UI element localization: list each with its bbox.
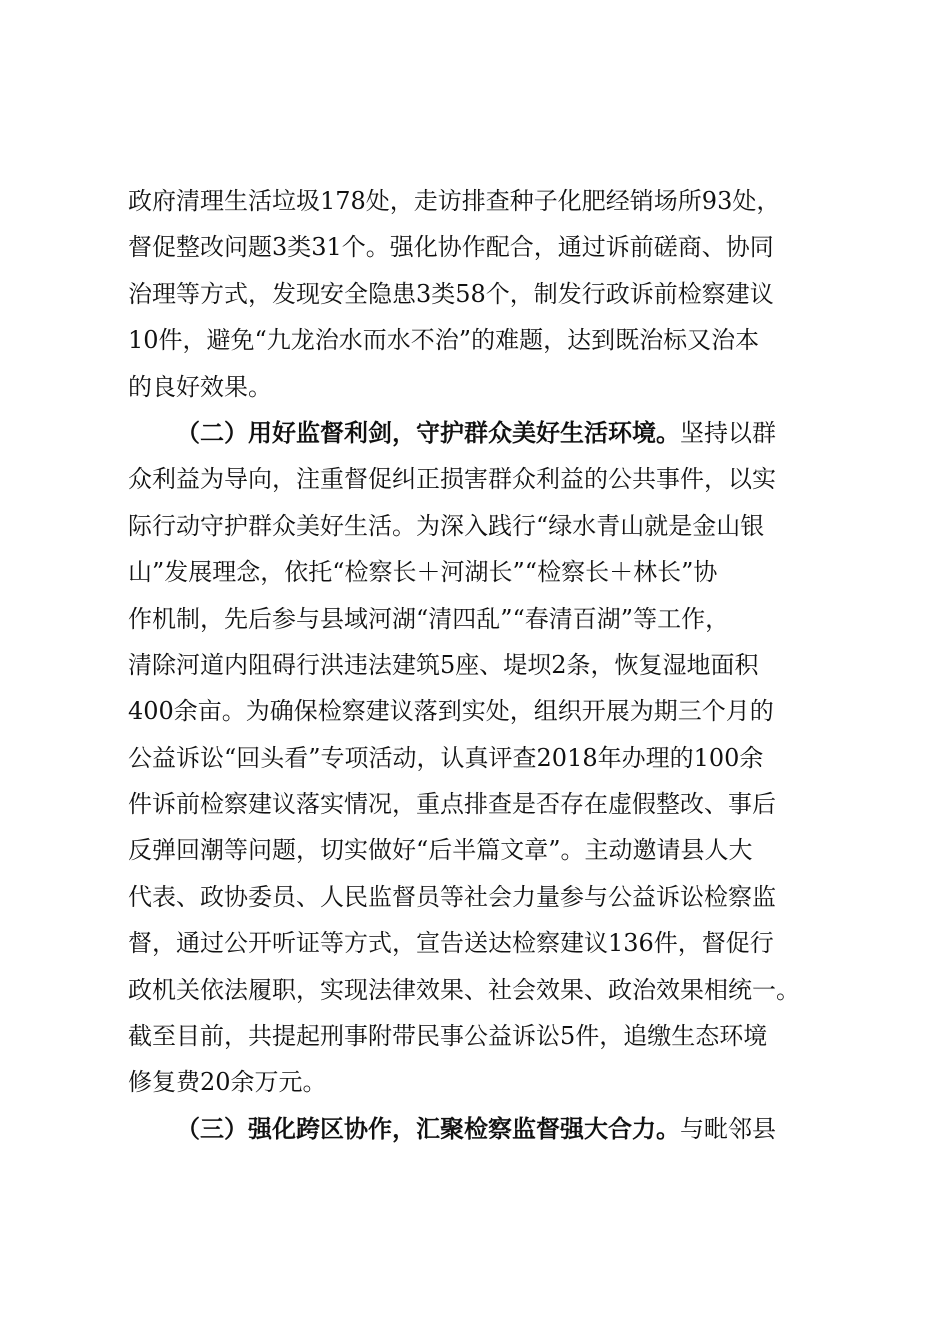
paragraph-2-line-14: 截至目前，共提起刑事附带民事公益诉讼5件，追缴生态环境 — [128, 1022, 768, 1051]
paragraph-2-line-12: 督，通过公开听证等方式，宣告送达检察建议136件，督促行 — [128, 929, 774, 958]
paragraph-2-first-line — [128, 410, 852, 456]
paragraph-1-line-5: 的良好效果。 — [128, 372, 272, 401]
paragraph-1-line-3: 治理等方式，发现安全隐患3类58个，制发行政诉前检察建议 — [128, 279, 774, 308]
section-2-heading: （二）用好监督利剑，守护群众美好生活环境。 — [176, 417, 680, 447]
paragraph-2-line-15: 修复费20余万元。 — [128, 1068, 327, 1097]
paragraph-2-line-11: 代表、政协委员、人民监督员等社会力量参与公益诉讼检察监 — [128, 882, 776, 911]
paragraph-1-line-1: 政府清理生活垃圾178处，走访排查种子化肥经销场所93处， — [128, 187, 781, 215]
paragraph-1-line-2: 督促整改问题3类31个。强化协作配合，通过诉前磋商、协同 — [128, 233, 774, 262]
paragraph-3-first-line-text: 与毗邻县 — [680, 1114, 776, 1143]
document-body — [128, 178, 852, 1152]
paragraph-2-line-3: 际行动守护群众美好生活。为深入践行“绿水青山就是金山银 — [128, 511, 765, 540]
paragraph-2-line-2: 众利益为导向，注重督促纠正损害群众利益的公共事件，以实 — [128, 465, 776, 494]
section-3-heading: （三）强化跨区协作，汇聚检察监督强大合力。 — [176, 1113, 680, 1143]
paragraph-2-line-13: 政机关依法履职，实现法律效果、社会效果、政治效果相统一。 — [128, 975, 800, 1004]
paragraph-1-line-4: 10件，避免“九龙治水而水不治”的难题，达到既治标又治本 — [128, 326, 760, 355]
paragraph-2-line-6: 清除河道内阻碍行洪违法建筑5座、堤坝2条，恢复湿地面积 — [128, 650, 759, 679]
paragraph-2-line-10: 反弹回潮等问题，切实做好“后半篇文章”。主动邀请县人大 — [128, 836, 753, 865]
paragraph-2-line-7: 400余亩。为确保检察建议落到实处，组织开展为期三个月的 — [128, 697, 774, 726]
paragraph-2-line-4: 山”发展理念，依托“检察长＋河湖长”“检察长＋林长”协 — [128, 558, 718, 587]
paragraph-2-line-5: 作机制，先后参与县域河湖“清四乱”“春清百湖”等工作， — [128, 604, 730, 633]
paragraph-3-first-line — [128, 1106, 852, 1152]
paragraph-2-line-9: 件诉前检察建议落实情况，重点排查是否存在虚假整改、事后 — [128, 790, 776, 819]
paragraph-2-line-8: 公益诉讼“回头看”专项活动，认真评查2018年办理的100余 — [128, 743, 764, 772]
paragraph-2-first-line-text: 坚持以群 — [680, 418, 776, 447]
